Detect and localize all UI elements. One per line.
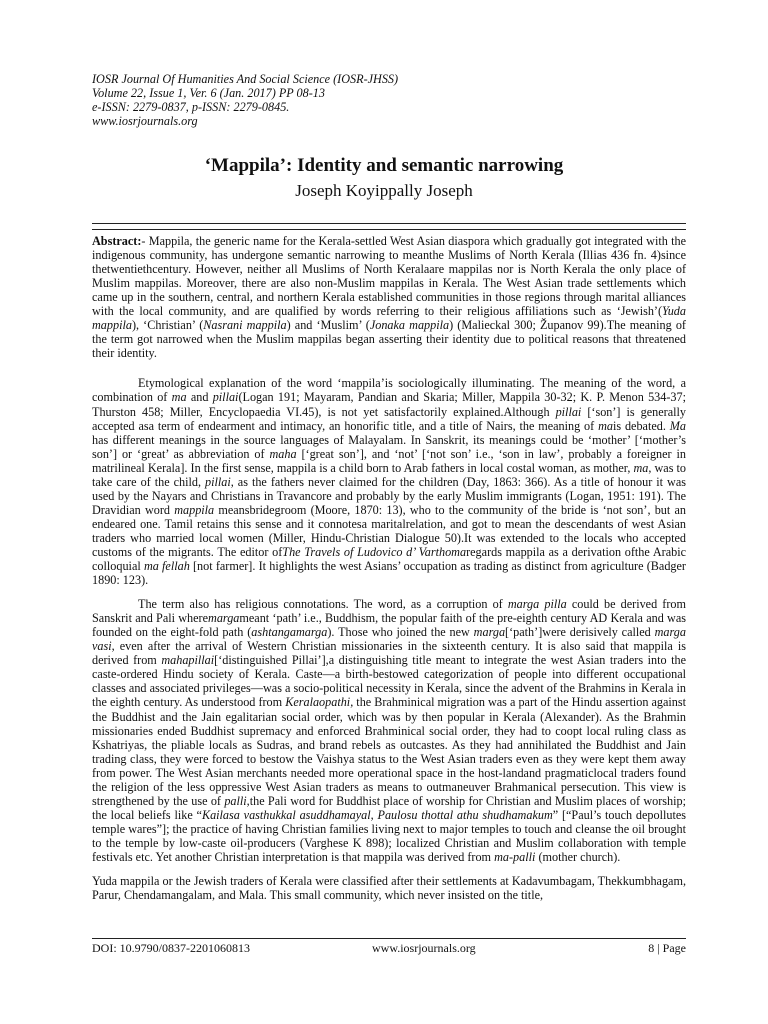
- journal-volume: Volume 22, Issue 1, Ver. 6 (Jan. 2017) PP 08-13: [92, 86, 325, 100]
- text-run: , even after the arrival of Western Christian missionaries in the sixteenth century. It is also said that mappila is derived from: [92, 639, 686, 668]
- paper-author: Joseph Koyippally Joseph: [295, 181, 473, 200]
- body-paragraph: [92, 874, 686, 902]
- italic-term: marga: [208, 611, 240, 626]
- italic-term: ma-palli: [494, 849, 536, 864]
- abstract-label: Abstract:: [92, 234, 142, 248]
- text-run: , was to take care of the child,: [92, 460, 686, 489]
- text-run: (mother church).: [535, 849, 621, 864]
- body-paragraph: [92, 376, 686, 587]
- italic-term: Ma: [669, 418, 687, 433]
- italic-term: ashtangamarga: [251, 625, 328, 640]
- text-run: [‘great son’], and ‘not’ [‘not son’ i.e., ‘son in law’, probably a foreigner in matrilineal Kerala]. In the first sense, mappila is a child born to Arab fathers in local costal woman, as mother,: [92, 446, 686, 475]
- footer-page-number: 8 | Page: [648, 941, 686, 955]
- italic-term: maha: [269, 446, 297, 461]
- footer-rule: [92, 938, 686, 939]
- text-run: The term also has religious connotations. The word, as a corruption of: [138, 597, 508, 612]
- italic-term: mappila: [174, 502, 215, 517]
- italic-term: Nasrani mappila: [203, 318, 287, 333]
- text-run: the Brahminical migration was a part of the Hindu assertion against the Buddhist and the Jain egalitarian social order, which was by then popular in Kerala (Alexander). As the Brahmin missionaries ended Buddhist supremacy and enforced Brahminical social order, they had to coopt local ruling class as Kshatriyas, the pliable locals as Sudras, and brand rebels as outcastes. As they had annihilated the Buddhist and Jain trading class, they were forced to bestow the Vaishya status to the West Asian traders even as they were kept them away from power. The West Asian merchants needed more operational space in the host-landand pragmaticlocal traders found the religion of the less oppressive West Asian traders as means to outmaneuver Brahmanical persecution. This view is strengthened by the use of: [92, 695, 686, 808]
- text-run: could be derived from Sanskrit and Pali where: [92, 597, 686, 626]
- text-run: and: [186, 390, 213, 405]
- text-run: [‘distinguished Pillai’],a distinguishing title meant to integrate the west Asian traders into the caste-ordered Hindu society of Kerala. Caste—a birth-bestowed categorization of people into different occupational classes and associated privileges—was a socio-political necessity in Kerala, since the advent of the Brahmins in Kerala in the eighth century. As understood from: [92, 653, 686, 710]
- journal-name: IOSR Journal Of Humanities And Social Science (IOSR-JHSS): [92, 72, 399, 86]
- text-run: ” [“Paul’s touch depollutes temple wares”]; the practice of having Christian families living next to major temples to touch and cleanse the oil brought to the temple by low-caste oil-producers (Varghese K 898); localized Christian and Muslim collaboration with temple festivals etc. Yet another Christian interpretation is that mappila was derived from: [92, 807, 686, 864]
- paper-body: [92, 234, 686, 902]
- text-run: ). Those who joined the new: [327, 625, 474, 640]
- footer-website[interactable]: www.iosrjournals.org: [372, 941, 476, 955]
- abstract-top-rule-inner: [92, 229, 686, 230]
- text-run: has different meanings in the source languages of Malayalam. In Sanskrit, its meanings could be ‘mother’ [‘mother’s son’] or ‘great’ as abbreviation of: [92, 432, 686, 461]
- text-run: ), ‘Christian’ (: [131, 318, 204, 333]
- italic-term: Kailasa vasthukkal asuddhamayal, Paulosu thottal athu shudhamakum: [201, 807, 553, 822]
- text-run: , as the fathers never claimed for the children (Day, 1863: 366). As a title of honour it was used by the Nayars and Christians in Travancore and probably by the early Muslim immigrants (Logan, 1951: 191). The Dravidian word: [92, 474, 687, 517]
- text-run: [‘path’]were derisively called: [505, 625, 655, 640]
- journal-header: [92, 72, 692, 128]
- abstract-top-rule: [92, 223, 686, 224]
- italic-term: ma fellah: [143, 559, 190, 574]
- text-run: ) (Malieckal 300; Županov 99).The meaning of the term got narrowed when the Muslim mappilas began asserting their identity due to political reasons that threatened their identity.: [92, 318, 686, 361]
- paper-title: ‘Mappila’: Identity and semantic narrowing: [204, 155, 564, 176]
- italic-term: marga: [473, 625, 506, 640]
- text-run: the Pali word for Buddhist place of worship for Christian and Muslim places of worship; the local beliefs like “: [92, 793, 687, 822]
- text-run: Etymological explanation of the word ‘mappila’is sociologically illuminating. The meaning of the word, a combination of: [92, 376, 686, 405]
- italic-term: marga vasi: [92, 625, 686, 654]
- text-run: meant ‘path’ i.e., Buddhism, the popular faith of the pre-eighth century AD Kerala and was founded on the eight-fold path (: [92, 611, 686, 640]
- italic-term: The Travels of Ludovico d’ Varthoma: [282, 544, 467, 559]
- text-run: Yuda mappila or the Jewish traders of Kerala were classified after their settlements at Kadavumbagam, Thekkumbhagam, Parur, Chendamangalam, and Mala. This small community, which never insisted on the title,: [92, 874, 686, 903]
- italic-term: ma: [598, 418, 613, 433]
- body-paragraph: [92, 597, 686, 864]
- text-run: regards mappila as a derivation ofthe Arabic colloquial: [92, 544, 687, 574]
- italic-term: Keralaopathi,: [285, 695, 354, 710]
- italic-term: Yuda mappila: [92, 304, 686, 333]
- italic-term: pillai: [212, 390, 239, 405]
- text-run: is debated.: [612, 418, 670, 433]
- journal-website[interactable]: www.iosrjournals.org: [92, 114, 198, 128]
- italic-term: ma: [171, 390, 187, 405]
- footer-doi: DOI: 10.9790/0837-2201060813: [92, 941, 250, 955]
- text-run: - Mappila, the generic name for the Kerala-settled West Asian diaspora which gradually got integrated with the indigenous community, has undergone semantic narrowing to meanthe Muslims of North Kerala (Illias 436 fn. 4)since thetwentiethcentury. However, neither all Muslims of North Keralaare mappilas nor is North Kerala the only place of Muslim mappilas. Moreover, there are also non-Muslim mappilas in Kerala. The West Asian trade settlements which came up in the southern, central, and northern Kerala established communities in those regions through marital alliances with the local community, and are qualified by words referring to their religious affiliations such as ‘Jewish’(: [92, 234, 686, 319]
- text-run: ) and ‘Muslim’ (: [286, 318, 370, 333]
- italic-term: palli,: [224, 793, 250, 808]
- italic-term: ma: [633, 460, 649, 475]
- italic-term: Jonaka mappila: [369, 318, 450, 333]
- text-run: meansbridegroom (Moore, 1870: 13), who to the community of the bride is ‘not son’, but an endeared one. Tamil retains this sense and it connotesa maritalrelation, and got to mean the descendants of west Asian traders who married local women (Miller, Hindu-Christian Dialogue 50).It was extended to the locals who accepted customs of the migrants. The editor of: [92, 502, 686, 559]
- journal-issn: e-ISSN: 2279-0837, p-ISSN: 2279-0845.: [92, 100, 290, 114]
- italic-term: pillai: [205, 474, 231, 489]
- italic-term: marga pilla: [507, 597, 567, 612]
- abstract-paragraph: [92, 234, 686, 360]
- text-run: [‘son’] is generally accepted asa term of endearment and intimacy, an honorific title, and a title of Nairs, the meaning of: [92, 404, 686, 433]
- italic-term: mahapillai: [161, 653, 215, 668]
- text-run: [not farmer]. It highlights the west Asians’ occupation as trading as distinct from agriculture (Badger 1890: 123).: [92, 559, 686, 588]
- italic-term: pillai: [555, 404, 582, 419]
- text-run: (Logan 191; Mayaram, Pandian and Skaria; Miller, Mappila 30-32; K. P. Menon 534-37; Thurston 458; Miller, Encyclopaedia VI.45), is not yet satisfactorily explained.Although: [92, 390, 686, 419]
